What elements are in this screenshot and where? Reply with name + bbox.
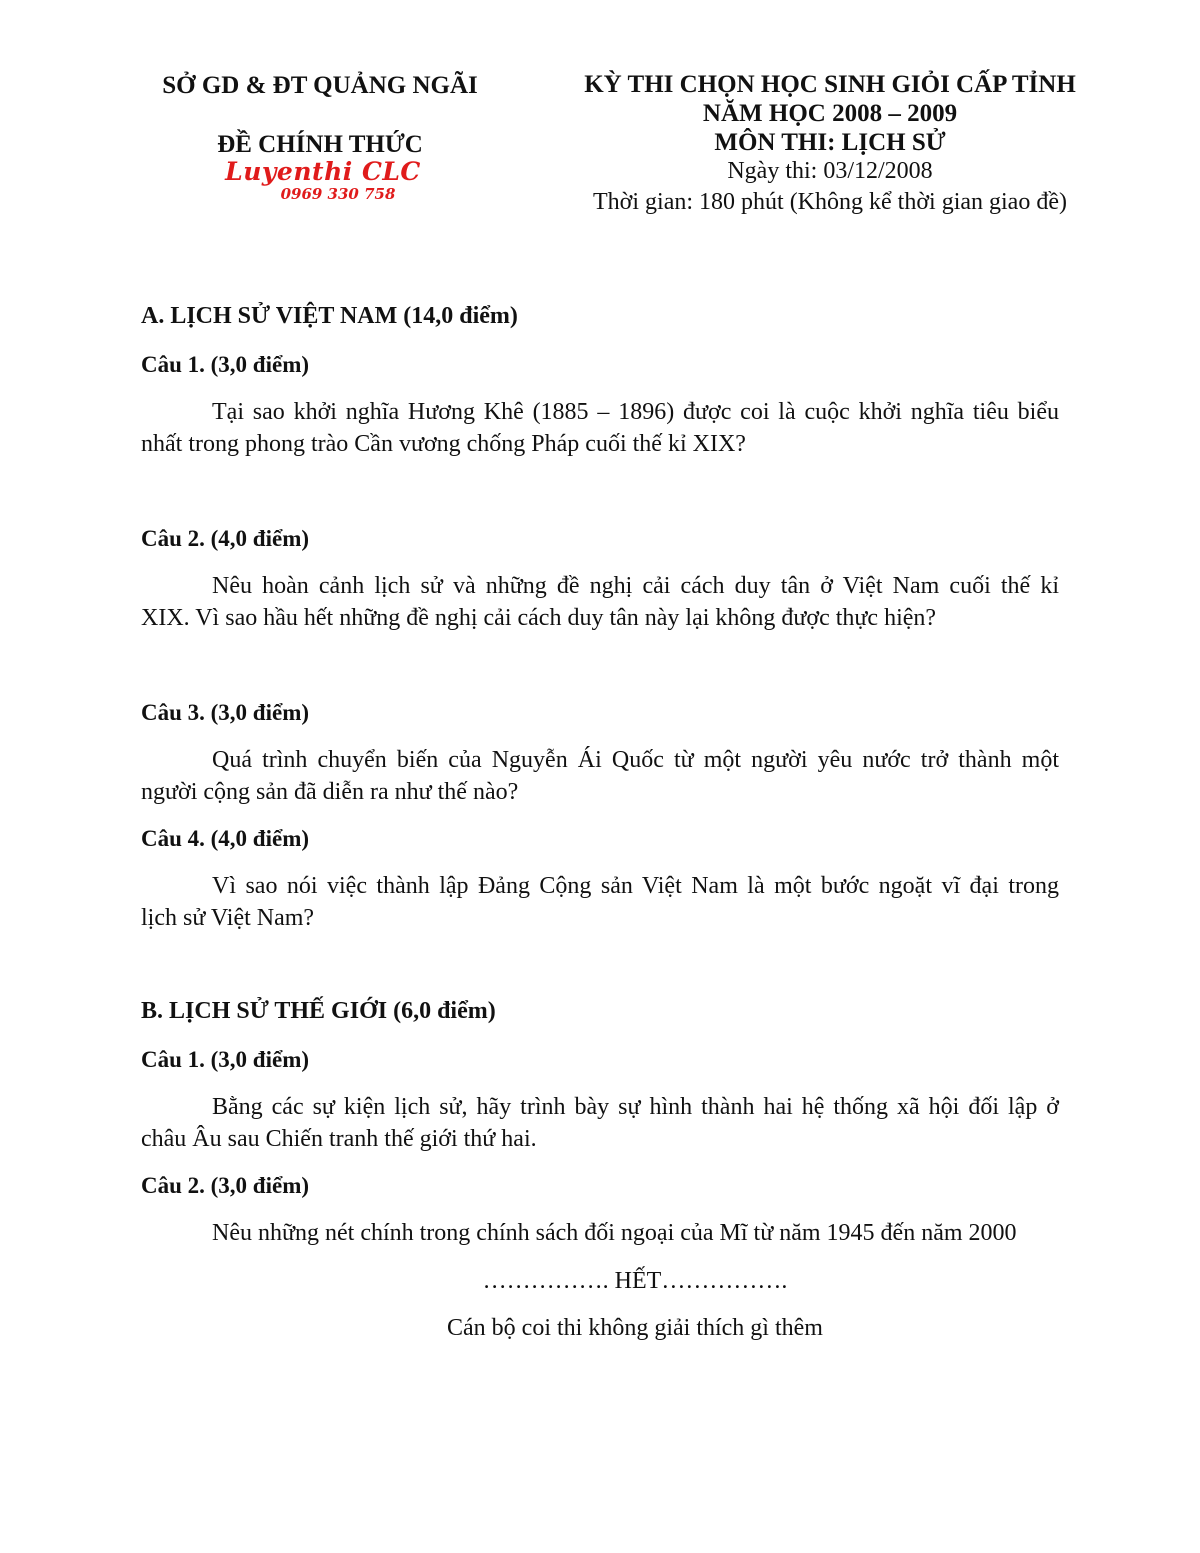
question-b2-title: Câu 2. (3,0 điểm) bbox=[141, 1173, 310, 1198]
question-a3-text bbox=[141, 744, 1059, 808]
question-b1-text bbox=[141, 1091, 1059, 1155]
question-a2-text bbox=[141, 570, 1059, 634]
header-right bbox=[560, 70, 1100, 218]
exam-subject: MÔN THI: LỊCH SỬ bbox=[714, 129, 946, 156]
school-year: NĂM HỌC 2008 – 2009 bbox=[702, 100, 958, 127]
question-a4-line-2: lịch sử Việt Nam? bbox=[141, 905, 315, 931]
question-b1-line-2: châu Âu sau Chiến tranh thế giới thứ hai. bbox=[141, 1126, 537, 1152]
watermark-brand: Luyenthi CLC bbox=[225, 157, 421, 186]
section-a-title: A. LỊCH SỬ VIỆT NAM (14,0 điểm) bbox=[141, 303, 518, 329]
question-a4-text bbox=[141, 870, 1059, 934]
question-a2-title: Câu 2. (4,0 điểm) bbox=[141, 526, 310, 551]
proctor-note: Cán bộ coi thi không giải thích gì thêm bbox=[447, 1315, 823, 1341]
question-a1-line-1: Tại sao khởi nghĩa Hương Khê (1885 – 1896) được coi là cuộc khởi nghĩa tiêu biểu bbox=[212, 399, 1059, 425]
header-left bbox=[140, 70, 500, 161]
question-a3-line-2: người cộng sản đã diễn ra như thế nào? bbox=[141, 779, 519, 805]
question-a4-title: Câu 4. (4,0 điểm) bbox=[141, 826, 310, 851]
end-marker: ……………. HẾT……………. bbox=[482, 1268, 788, 1294]
question-a3-line-1: Quá trình chuyển biến của Nguyễn Ái Quốc từ một người yêu nước trở thành một bbox=[212, 747, 1059, 773]
watermark-logo bbox=[208, 158, 438, 203]
question-a4-line-1: Vì sao nói việc thành lập Đảng Cộng sản Việt Nam là một bước ngoặt vĩ đại trong bbox=[212, 873, 1059, 899]
question-a2-line-2: XIX. Vì sao hầu hết những đề nghị cải cách duy tân này lại không được thực hiện? bbox=[141, 605, 937, 631]
watermark-phone: 0969 330 758 bbox=[280, 185, 396, 203]
question-a1-line-2: nhất trong phong trào Cần vương chống Pháp cuối thế kỉ XIX? bbox=[141, 431, 746, 457]
exam-duration: Thời gian: 180 phút (Không kể thời gian giao đề) bbox=[593, 189, 1067, 215]
organization-name: SỞ GD & ĐT QUẢNG NGÃI bbox=[162, 72, 478, 99]
exam-date: Ngày thi: 03/12/2008 bbox=[727, 158, 933, 184]
official-exam-label: ĐỀ CHÍNH THỨC bbox=[217, 131, 423, 158]
section-b-title: B. LỊCH SỬ THẾ GIỚI (6,0 điểm) bbox=[141, 998, 496, 1024]
question-a3-title: Câu 3. (3,0 điểm) bbox=[141, 700, 310, 725]
question-b1-title: Câu 1. (3,0 điểm) bbox=[141, 1047, 310, 1072]
question-b2-line-1: Nêu những nét chính trong chính sách đối ngoại của Mĩ từ năm 1945 đến năm 2000 bbox=[212, 1220, 1017, 1246]
question-a2-line-1: Nêu hoàn cảnh lịch sử và những đề nghị cải cách duy tân ở Việt Nam cuối thế kỉ bbox=[212, 573, 1059, 599]
question-a1-title: Câu 1. (3,0 điểm) bbox=[141, 352, 310, 377]
question-b1-line-1: Bằng các sự kiện lịch sử, hãy trình bày sự hình thành hai hệ thống xã hội đối lập ở bbox=[212, 1094, 1059, 1120]
question-a1-text bbox=[141, 396, 1059, 460]
exam-title: KỲ THI CHỌN HỌC SINH GIỎI CẤP TỈNH bbox=[584, 71, 1076, 98]
